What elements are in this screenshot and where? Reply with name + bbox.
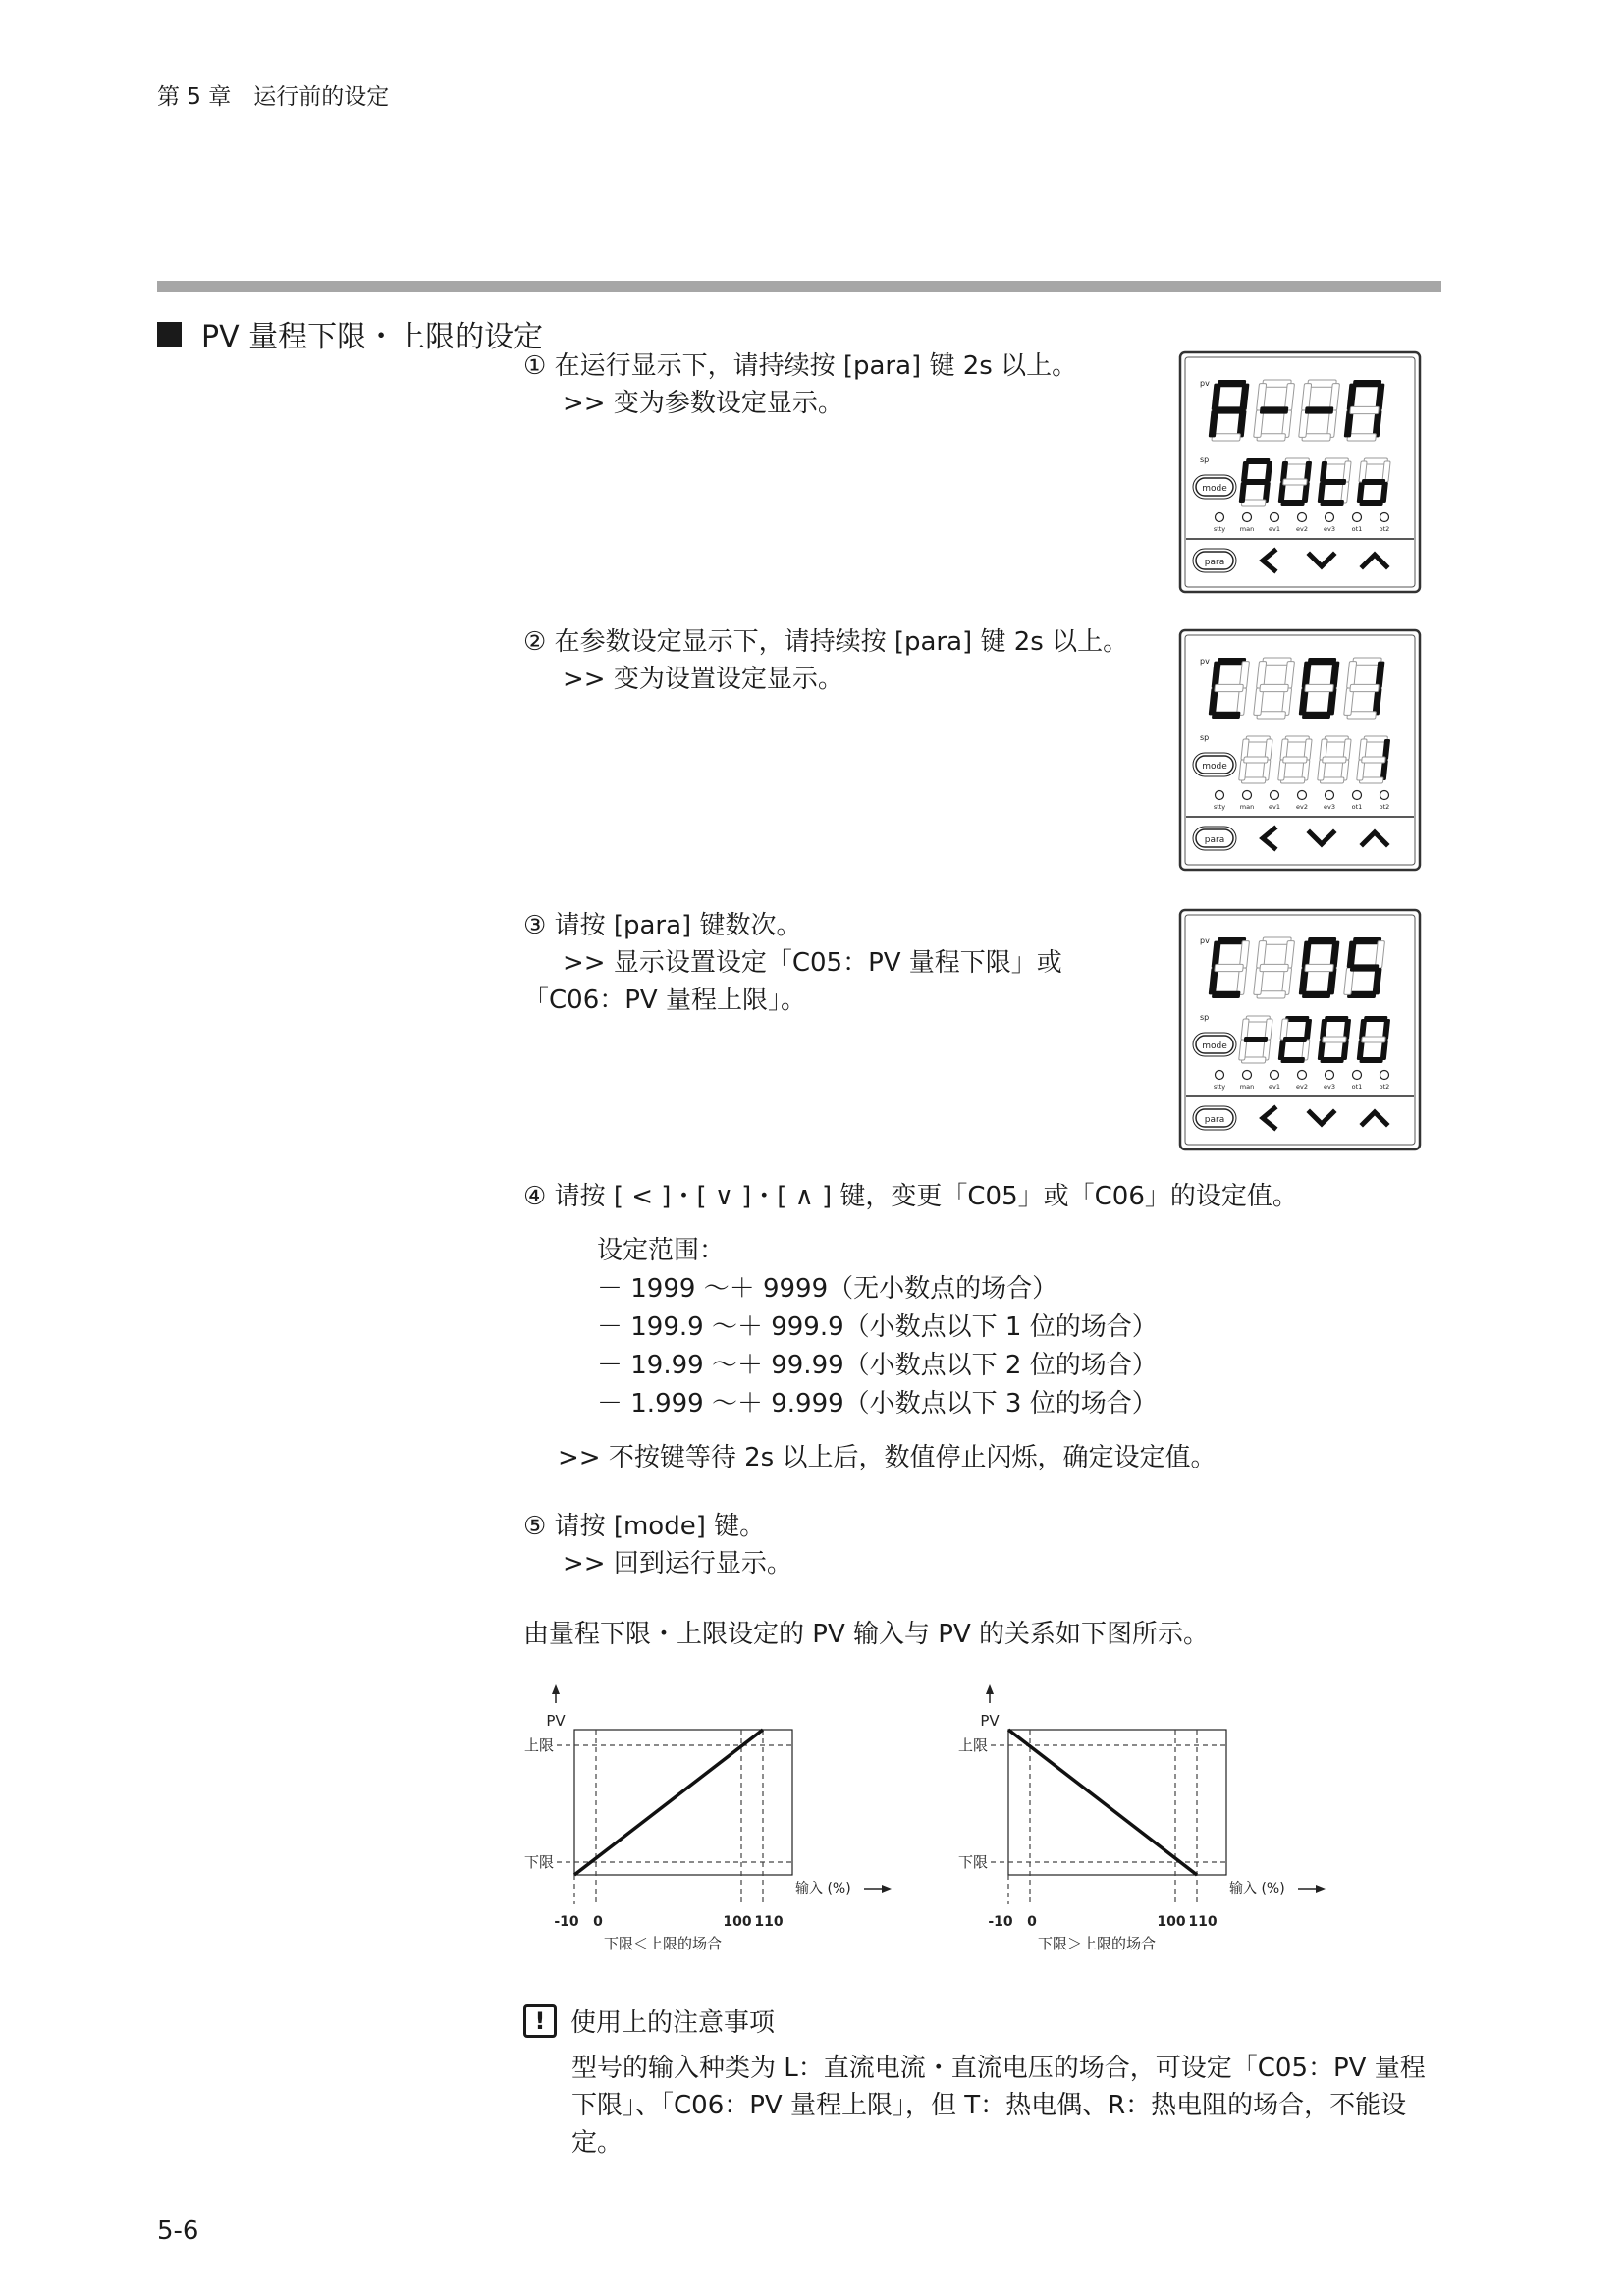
upper-limit-label: 上限 [524, 1736, 555, 1754]
segment [1364, 736, 1388, 742]
status-led [1271, 1071, 1279, 1080]
step-3-sub2: 「C06：PV 量程上限」。 [523, 986, 806, 1015]
x-tick-label: 0 [1027, 1914, 1037, 1930]
segment [1350, 684, 1380, 691]
warning-icon: ! [523, 2004, 557, 2038]
segment [1353, 658, 1382, 665]
step-5-main: ⑤ 请按 [mode] 键。 [523, 1512, 766, 1541]
x-axis-arrowhead-icon [882, 1885, 892, 1893]
y-axis-arrowhead-icon [552, 1684, 560, 1694]
segment [1302, 991, 1331, 998]
segment [1347, 434, 1377, 441]
x-tick-label: -10 [554, 1914, 579, 1930]
segment [1260, 684, 1289, 691]
segment [1359, 1057, 1383, 1063]
sp-label: sp [1200, 1013, 1210, 1022]
segment [1218, 380, 1247, 387]
segment [1305, 684, 1334, 691]
chapter-number: 第 5 章 [157, 84, 232, 110]
section-heading [157, 312, 543, 355]
led-label: ev3 [1324, 803, 1335, 811]
segment [1283, 757, 1308, 763]
step-2-main: ② 在参数设定显示下，请持续按 [para] 键 2s 以上。 [523, 627, 1129, 657]
status-led [1216, 791, 1224, 800]
segment [1241, 500, 1266, 506]
step-5-sub: >> 回到运行显示。 [563, 1549, 792, 1578]
segment [1215, 684, 1244, 691]
mode-button-label: mode [1202, 484, 1227, 494]
x-tick-label: 100 [1157, 1914, 1186, 1930]
x-tick-label: 110 [1188, 1914, 1218, 1930]
relation-text: 由量程下限・上限设定的 PV 输入与 PV 的关系如下图所示。 [523, 1620, 1209, 1649]
status-led [1298, 791, 1307, 800]
led-label: ot2 [1379, 1083, 1390, 1091]
segment [1302, 712, 1331, 719]
range-title: 设定范围： [597, 1236, 726, 1265]
segment [1320, 1057, 1344, 1063]
note-heading [523, 2002, 775, 2039]
y-axis-arrowhead-icon [986, 1684, 994, 1694]
led-label: ev3 [1324, 525, 1335, 533]
segment [1305, 964, 1334, 971]
segment [1320, 500, 1344, 506]
section-title: PV 量程下限・上限的设定 [201, 320, 544, 354]
segment [1350, 964, 1380, 971]
led-label: ev3 [1324, 1083, 1335, 1091]
segment [1260, 406, 1289, 413]
sp-label: sp [1200, 733, 1210, 742]
chapter-header [157, 79, 389, 111]
led-label: stty [1213, 1083, 1226, 1091]
segment [1350, 406, 1380, 413]
lower-limit-label: 下限 [958, 1853, 989, 1871]
step-3-sub: >> 显示设置设定「C05：PV 量程下限」或 [563, 948, 1062, 978]
step-1 [523, 347, 1077, 422]
sp-label: sp [1200, 455, 1210, 464]
range-note: >> 不按键等待 2s 以上后，数值停止闪烁，确定设定值。 [558, 1443, 1217, 1472]
para-button-label: para [1204, 1115, 1225, 1125]
led-label: ev1 [1269, 1083, 1280, 1091]
led-label: ot1 [1351, 1083, 1363, 1091]
segment [1212, 712, 1241, 719]
segment [1244, 1037, 1269, 1042]
segment [1325, 1016, 1349, 1022]
segment [1280, 1057, 1305, 1063]
segment [1215, 406, 1244, 413]
para-button-label: para [1204, 558, 1225, 567]
pv-label: pv [1200, 379, 1210, 388]
led-label: stty [1213, 803, 1226, 811]
range-item: － 1999 ～＋ 9999（无小数点的场合） [597, 1274, 1058, 1304]
segment [1362, 1037, 1386, 1042]
led-label: man [1239, 525, 1255, 533]
para-button-label: para [1204, 835, 1225, 845]
segment [1246, 458, 1271, 464]
pv-label: pv [1200, 657, 1210, 666]
pv-axis-label: PV [546, 1712, 566, 1730]
led-label: man [1239, 803, 1255, 811]
step-3-main: ③ 请按 [para] 键数次。 [523, 911, 802, 940]
step-2 [523, 623, 1128, 698]
segment [1280, 500, 1305, 506]
led-label: ev2 [1296, 525, 1308, 533]
status-led [1380, 513, 1389, 522]
mode-button-label: mode [1202, 762, 1227, 772]
segment [1362, 479, 1386, 485]
segment [1244, 479, 1269, 485]
segment [1215, 964, 1244, 971]
status-led [1271, 513, 1279, 522]
pv-relation-line [1008, 1730, 1197, 1875]
segment [1244, 757, 1269, 763]
segment [1212, 991, 1241, 998]
led-label: stty [1213, 525, 1226, 533]
segment [1285, 458, 1310, 464]
status-led [1216, 513, 1224, 522]
segment [1323, 757, 1347, 763]
segment [1308, 658, 1337, 665]
setting-range [597, 1232, 1158, 1423]
x-tick-label: 100 [723, 1914, 752, 1930]
note-body: 型号的输入种类为 L：直流电流・直流电压的场合，可设定「C05：PV 量程下限」、「C06：PV 量程上限」，但 T：热电偶、R：热电阻的场合，不能设定。 [571, 2054, 1426, 2158]
page-number: 5-6 [157, 2216, 199, 2246]
range-item: － 19.99 ～＋ 99.99（小数点以下 2 位的场合） [597, 1351, 1158, 1380]
status-led [1271, 791, 1279, 800]
led-label: ot1 [1351, 803, 1363, 811]
led-label: ev2 [1296, 803, 1308, 811]
segment [1283, 1037, 1308, 1042]
x-tick-label: 0 [593, 1914, 603, 1930]
controller-display-2 [1178, 628, 1422, 872]
x-axis-arrowhead-icon [1316, 1885, 1326, 1893]
status-led [1243, 791, 1252, 800]
range-item: － 1.999 ～＋ 9.999（小数点以下 3 位的场合） [597, 1389, 1158, 1418]
step-2-sub: >> 变为设置设定显示。 [563, 665, 843, 694]
status-led [1243, 513, 1252, 522]
led-label: ot2 [1379, 525, 1390, 533]
status-led [1298, 513, 1307, 522]
step-4-main: ④ 请按 [ < ]・[ ∨ ]・[ ∧ ] 键，变更「C05」或「C06」的设定值。 [523, 1182, 1298, 1211]
controller-display-1 [1178, 350, 1422, 594]
graph-caption: 下限＞上限的场合 [1037, 1935, 1157, 1952]
status-led [1326, 1071, 1334, 1080]
upper-limit-label: 上限 [958, 1736, 989, 1754]
segment [1212, 434, 1241, 441]
led-label: man [1239, 1083, 1255, 1091]
status-led [1380, 1071, 1389, 1080]
status-led [1243, 1071, 1252, 1080]
segment [1359, 500, 1383, 506]
segment [1323, 479, 1347, 485]
status-led [1298, 1071, 1307, 1080]
segment [1260, 964, 1289, 971]
pv-graph-decreasing [945, 1669, 1337, 1963]
graph-caption: 下限＜上限的场合 [603, 1935, 723, 1952]
segment [1305, 406, 1334, 413]
square-bullet-icon [157, 322, 182, 347]
status-led [1353, 513, 1362, 522]
segment [1308, 937, 1337, 944]
status-led [1353, 1071, 1362, 1080]
led-label: ot2 [1379, 803, 1390, 811]
segment [1323, 1037, 1347, 1042]
graph-frame [1008, 1730, 1226, 1875]
chapter-title: 运行前的设定 [253, 84, 390, 110]
input-axis-label: 输入 (%) [795, 1881, 851, 1896]
step-4 [523, 1178, 1298, 1215]
segment [1364, 1016, 1388, 1022]
x-tick-label: 110 [754, 1914, 784, 1930]
status-led [1216, 1071, 1224, 1080]
status-led [1326, 791, 1334, 800]
step-3 [523, 907, 1062, 1019]
pv-axis-label: PV [980, 1712, 1000, 1730]
mode-button-label: mode [1202, 1041, 1227, 1051]
status-led [1380, 791, 1389, 800]
note-title: 使用上的注意事项 [570, 2008, 776, 2038]
x-tick-label: -10 [988, 1914, 1013, 1930]
led-label: ev2 [1296, 1083, 1308, 1091]
status-led [1326, 513, 1334, 522]
segment [1362, 757, 1386, 763]
input-axis-label: 输入 (%) [1229, 1881, 1285, 1896]
pv-relation-line [574, 1730, 763, 1875]
segment [1285, 1016, 1310, 1022]
lower-limit-label: 下限 [524, 1853, 555, 1871]
segment [1353, 380, 1382, 387]
step-5 [523, 1508, 792, 1582]
section-divider [157, 281, 1441, 292]
status-led [1353, 791, 1362, 800]
controller-display-3 [1178, 908, 1422, 1151]
led-label: ev1 [1269, 525, 1280, 533]
pv-label: pv [1200, 936, 1210, 945]
led-label: ev1 [1269, 803, 1280, 811]
step-1-main: ① 在运行显示下，请持续按 [para] 键 2s 以上。 [523, 351, 1078, 381]
pv-graph-increasing [511, 1669, 903, 1963]
step-1-sub: >> 变为参数设定显示。 [563, 389, 843, 418]
range-item: － 199.9 ～＋ 999.9（小数点以下 1 位的场合） [597, 1312, 1158, 1342]
segment [1283, 479, 1308, 485]
graph-frame [574, 1730, 792, 1875]
led-label: ot1 [1351, 525, 1363, 533]
